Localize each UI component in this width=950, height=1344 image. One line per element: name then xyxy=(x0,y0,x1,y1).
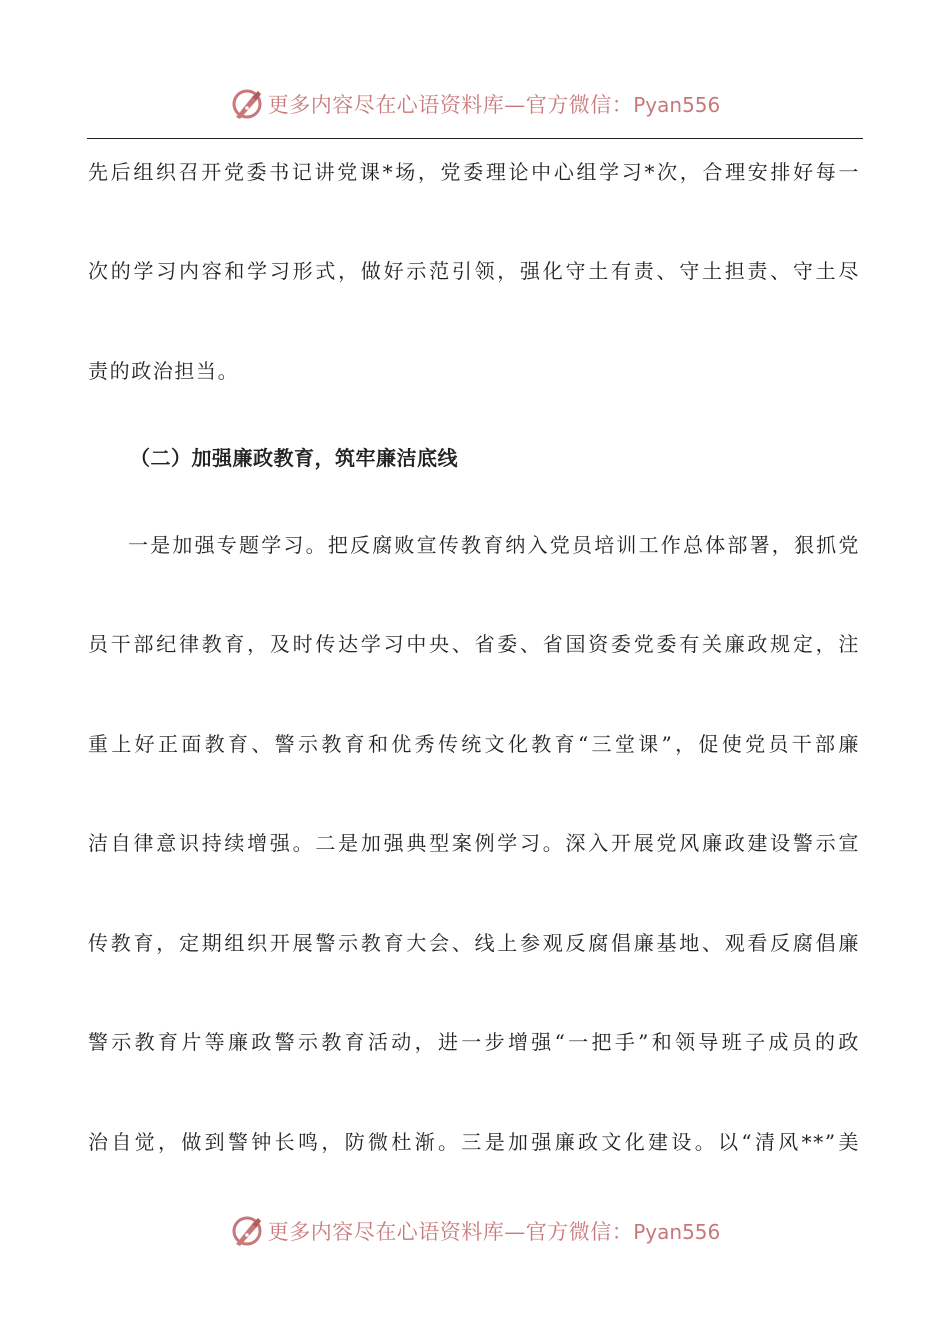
paragraph-line: 一是加强专题学习。把反腐败宣传教育纳入党员培训工作总体部署，狠抓党 xyxy=(128,533,860,557)
banner-text: 更多内容尽在心语资料库—官方微信：Pyan556 xyxy=(267,93,721,117)
paragraph-line: 责的政治担当。 xyxy=(88,359,240,383)
header-banner xyxy=(0,84,950,124)
paragraph-line: 洁自律意识持续增强。二是加强典型案例学习。深入开展党风廉政建设警示宣 xyxy=(88,831,860,855)
pen-nib-logo-icon xyxy=(230,87,264,121)
header-divider xyxy=(87,138,863,139)
paragraph-line: 警示教育片等廉政警示教育活动，进一步增强“一把手”和领导班子成员的政 xyxy=(88,1030,860,1054)
footer-banner xyxy=(0,1211,950,1251)
paragraph-line: 先后组织召开党委书记讲党课*场，党委理论中心组学习*次，合理安排好每一 xyxy=(88,160,860,184)
paragraph-line: 次的学习内容和学习形式，做好示范引领，强化守土有责、守土担责、守土尽 xyxy=(88,259,860,283)
paragraph-line: 治自觉，做到警钟长鸣，防微杜渐。三是加强廉政文化建设。以“清风**”美 xyxy=(88,1130,860,1154)
banner-text: 更多内容尽在心语资料库—官方微信：Pyan556 xyxy=(267,1220,721,1244)
section-heading: （二）加强廉政教育，筑牢廉洁底线 xyxy=(130,446,458,470)
pen-nib-logo-icon xyxy=(230,1214,264,1248)
paragraph-line: 传教育，定期组织开展警示教育大会、线上参观反腐倡廉基地、观看反腐倡廉 xyxy=(88,931,860,955)
paragraph-line: 员干部纪律教育，及时传达学习中央、省委、省国资委党委有关廉政规定，注 xyxy=(88,632,860,656)
paragraph-line: 重上好正面教育、警示教育和优秀传统文化教育“三堂课”，促使党员干部廉 xyxy=(88,732,860,756)
